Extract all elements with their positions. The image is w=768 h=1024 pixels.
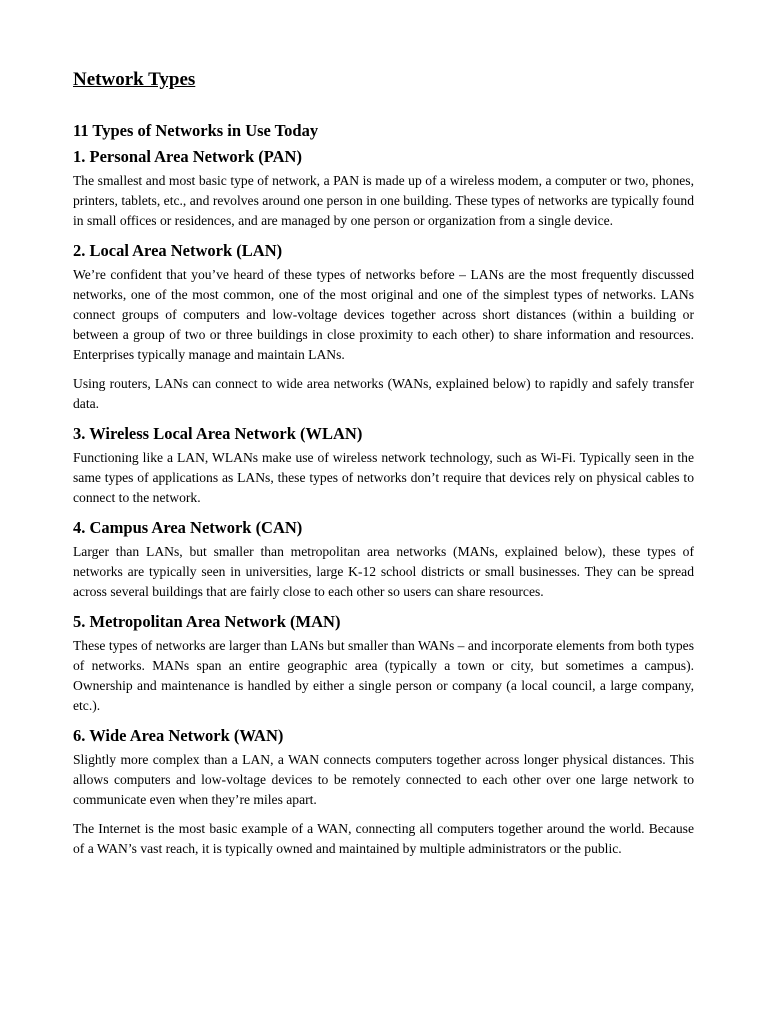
section-heading: 4. Campus Area Network (CAN) bbox=[73, 518, 303, 537]
section-paragraph: The Internet is the most basic example of a WAN, connecting all computers together around the world. Because of a WAN’s vast reach, it is typically owned and maintained by multiple administrators or the public. bbox=[73, 821, 694, 856]
section-man bbox=[73, 611, 694, 716]
section-pan bbox=[73, 146, 694, 231]
section-can bbox=[73, 517, 694, 602]
document-subtitle: 11 Types of Networks in Use Today bbox=[73, 121, 319, 140]
document-title: Network Types bbox=[73, 69, 196, 90]
section-wlan bbox=[73, 423, 694, 508]
section-wan bbox=[73, 725, 694, 859]
section-paragraph: Using routers, LANs can connect to wide area networks (WANs, explained below) to rapidly and safely transfer data. bbox=[73, 376, 694, 411]
section-paragraph: Functioning like a LAN, WLANs make use of wireless network technology, such as Wi-Fi. Typically seen in the same types of applications as LANs, these types of networks don’t require that devices rely on physical cables to connect to the network. bbox=[73, 450, 694, 505]
section-heading: 5. Metropolitan Area Network (MAN) bbox=[73, 612, 341, 631]
section-lan bbox=[73, 240, 694, 414]
section-paragraph: The smallest and most basic type of network, a PAN is made up of a wireless modem, a computer or two, phones, printers, tablets, etc., and revolves around one person in one building. These types of networks are typically found in small offices or residences, and are managed by one person or organization from a single device. bbox=[73, 173, 694, 228]
section-heading: 2. Local Area Network (LAN) bbox=[73, 241, 283, 260]
section-paragraph: Slightly more complex than a LAN, a WAN connects computers together across longer physical distances. This allows computers and low-voltage devices to be remotely connected to each other over one large network to communicate even when they’re miles apart. bbox=[73, 752, 694, 807]
section-paragraph: These types of networks are larger than LANs but smaller than WANs – and incorporate elements from both types of networks. MANs span an entire geographic area (typically a town or city, but sometimes a campus). Ownership and maintenance is handled by either a single person or company (a local council, a large company, etc.). bbox=[73, 638, 694, 713]
section-heading: 6. Wide Area Network (WAN) bbox=[73, 726, 284, 745]
section-paragraph: We’re confident that you’ve heard of these types of networks before – LANs are the most frequently discussed networks, one of the most common, one of the most original and one of the simplest types of networks. LANs connect groups of computers and low-voltage devices together across short distances (within a building or between a group of two or three buildings in close proximity to each other) to share information and resources. Enterprises typically manage and maintain LANs. bbox=[73, 267, 694, 362]
section-paragraph: Larger than LANs, but smaller than metropolitan area networks (MANs, explained below), these types of networks are typically seen in universities, large K-12 school districts or small businesses. They can be spread across several buildings that are fairly close to each other so users can share resources. bbox=[73, 544, 694, 599]
section-heading: 1. Personal Area Network (PAN) bbox=[73, 147, 302, 166]
section-heading: 3. Wireless Local Area Network (WLAN) bbox=[73, 424, 363, 443]
